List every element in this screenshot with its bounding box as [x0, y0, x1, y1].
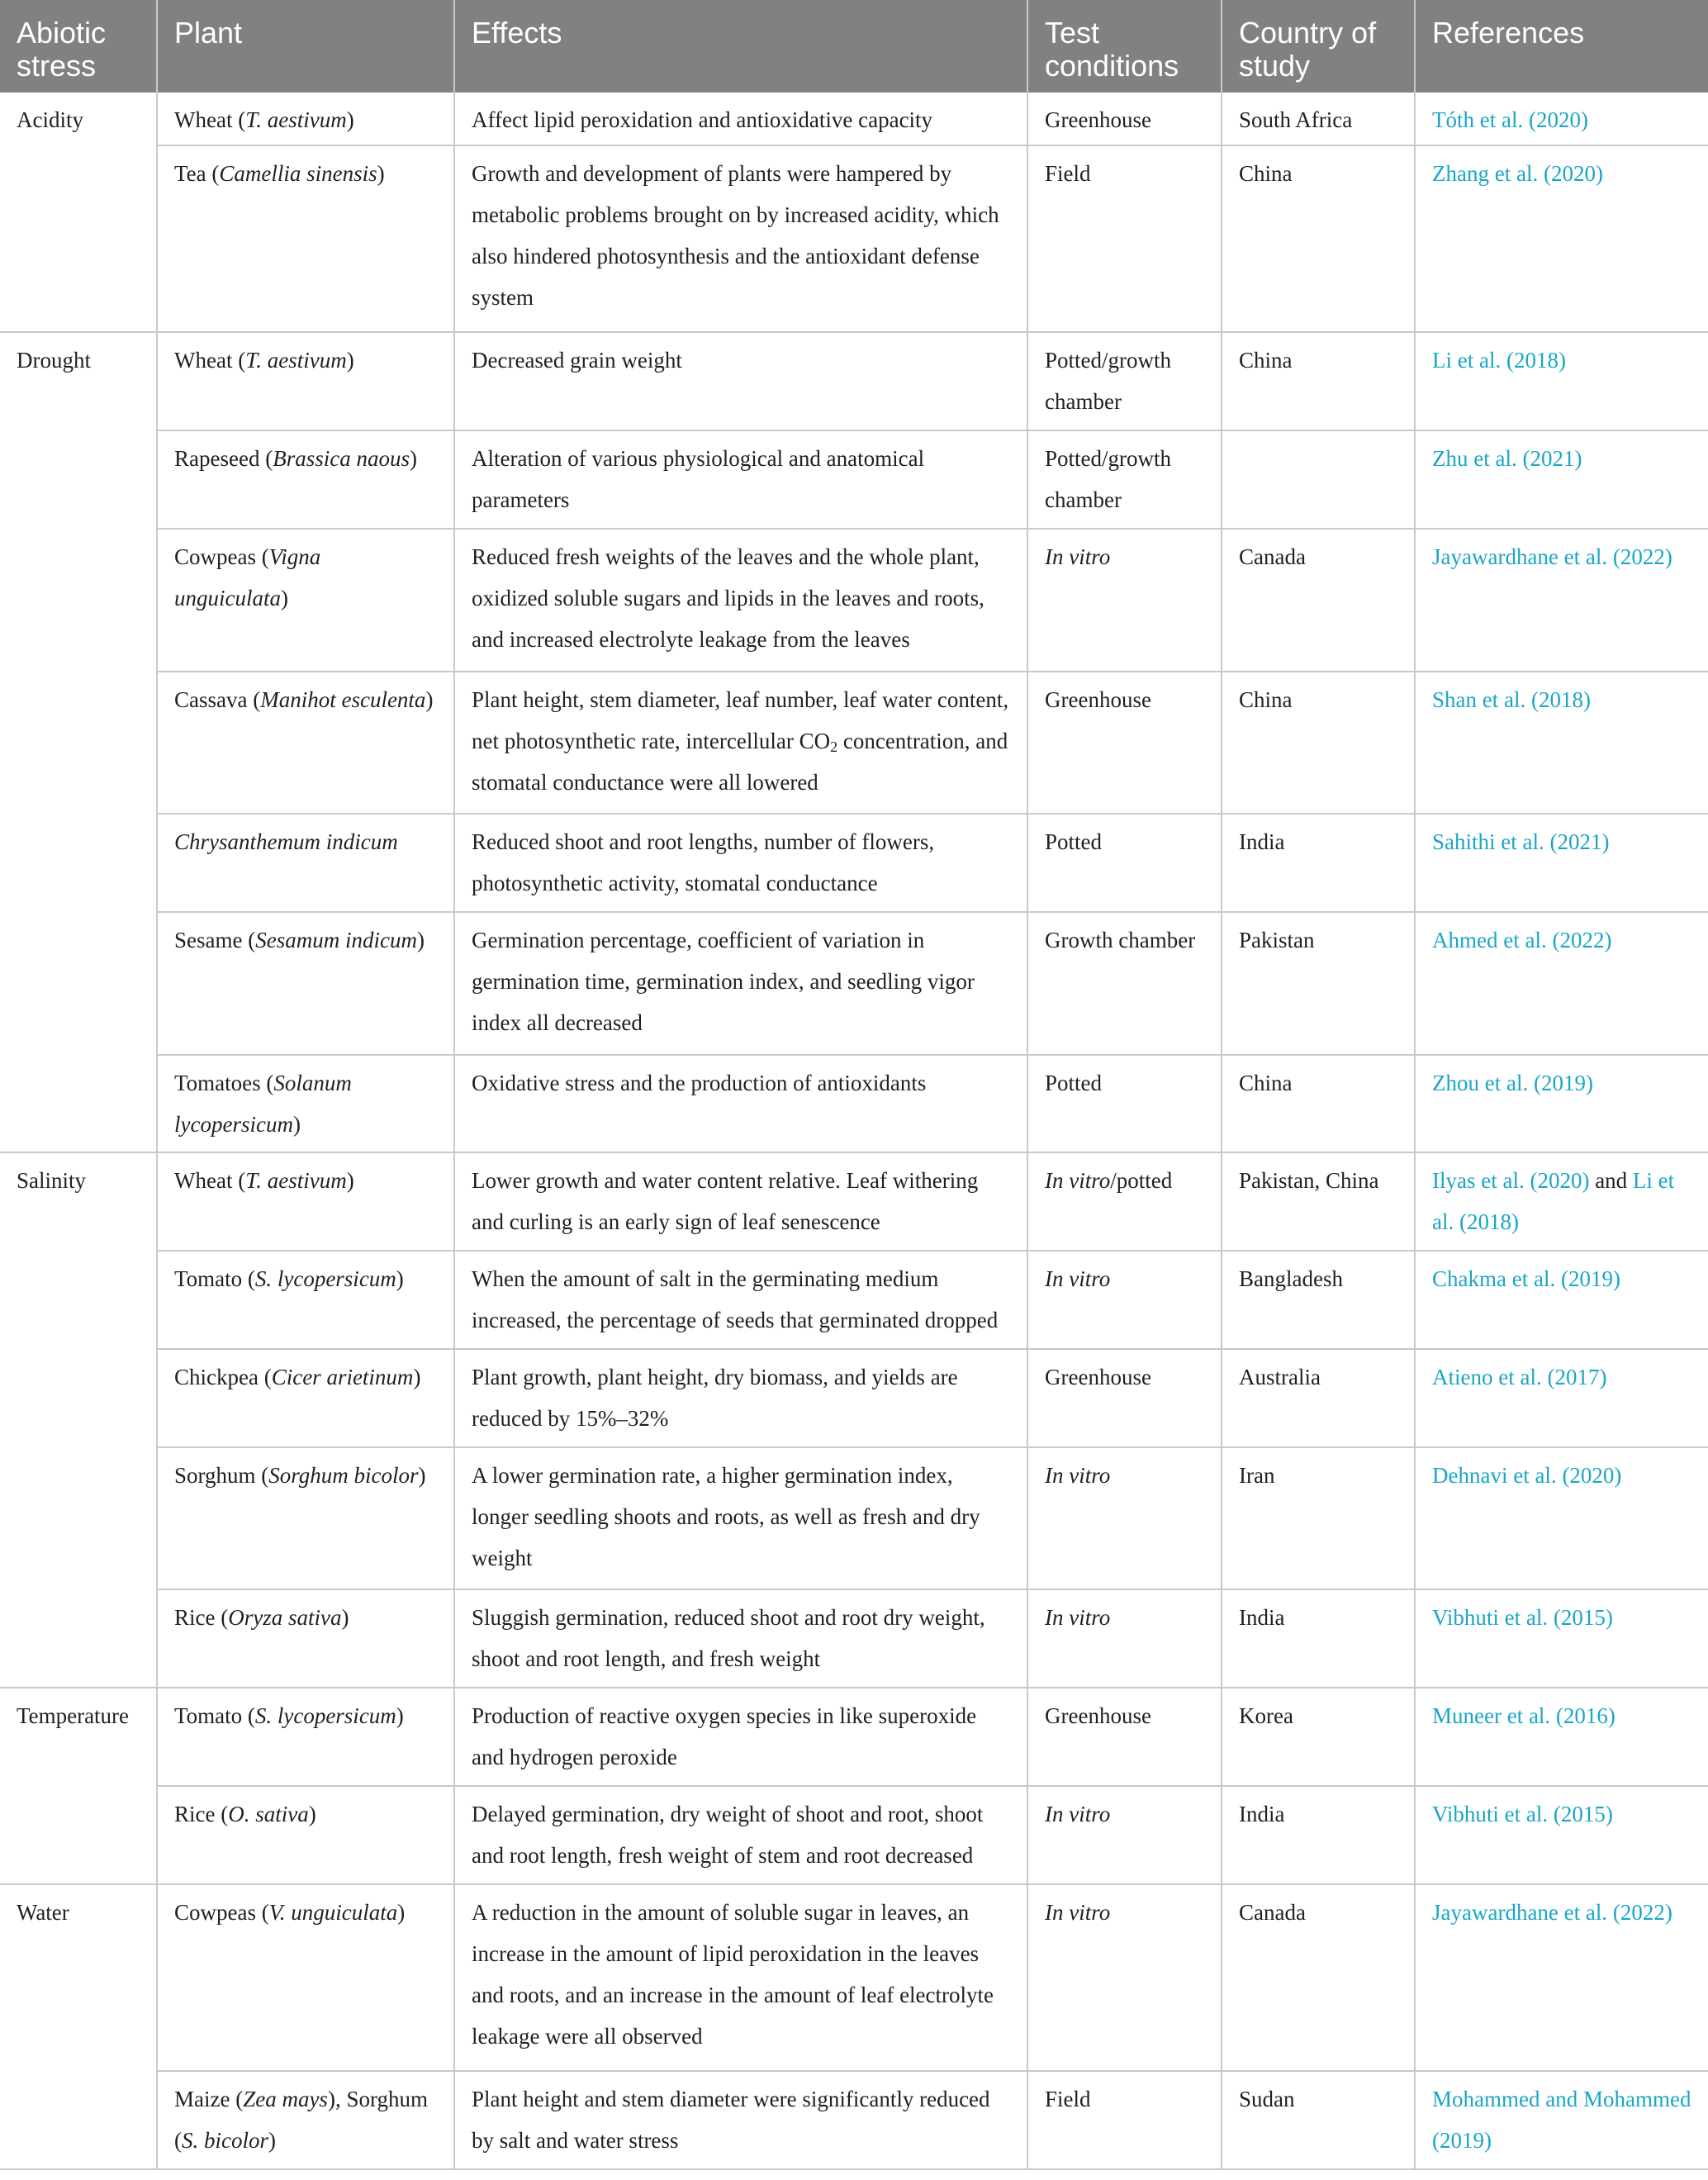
text-run: Reduced shoot and root lengths, number of flowers, photosynthetic activity, stomatal conductance	[472, 829, 935, 896]
italic-text: S. lycopersicum	[254, 1266, 396, 1292]
cell-abiotic-stress: Water	[0, 1884, 157, 2170]
text-run: )	[396, 1266, 404, 1292]
cell-effects	[454, 529, 1027, 672]
cell-plant	[157, 1589, 454, 1688]
cell-references	[1415, 1786, 1708, 1884]
cell-country	[1222, 430, 1415, 529]
cell-plant	[157, 1349, 454, 1447]
table-row	[0, 1152, 1708, 1251]
cell-effects	[454, 93, 1027, 145]
reference-link[interactable]: Dehnavi et al. (2020)	[1432, 1462, 1622, 1488]
table-row	[0, 912, 1708, 1055]
table-row	[0, 1589, 1708, 1688]
cell-references	[1415, 145, 1708, 333]
text-run: )	[409, 446, 417, 472]
cell-test-conditions	[1027, 332, 1222, 430]
cell-plant	[157, 2071, 454, 2169]
table-row	[0, 1884, 1708, 2072]
text-run: ), Sorghum (	[174, 2087, 428, 2154]
cell-references	[1415, 1589, 1708, 1688]
italic-text: T. aestivum	[245, 107, 347, 132]
text-run: )	[281, 585, 288, 610]
reference-link[interactable]: Sahithi et al. (2021)	[1432, 829, 1610, 855]
cell-country: Canada	[1222, 1884, 1415, 2072]
cell-plant	[157, 1251, 454, 1349]
cell-references	[1415, 2071, 1708, 2169]
text-run: )	[425, 686, 434, 712]
table-row	[0, 1447, 1708, 1590]
header-plant: Plant	[157, 0, 454, 93]
text-run: )	[346, 348, 354, 373]
cell-references	[1415, 1152, 1708, 1251]
reference-link[interactable]: Jayawardhane et al. (2022)	[1432, 544, 1672, 569]
text-run: Sorghum (	[174, 1462, 269, 1488]
text-run: Delayed germination, dry weight of shoot and root, shoot and root length, fresh weight of stem and root decreased	[472, 1801, 984, 1868]
text-run: Rice (	[174, 1801, 229, 1826]
cell-references	[1415, 332, 1708, 430]
text-run: Cowpeas (	[174, 544, 269, 569]
cell-country: China	[1222, 1055, 1415, 1153]
italic-text: T. aestivum	[245, 348, 347, 373]
italic-text: Chrysanthemum indicum	[174, 829, 398, 855]
text-run: Tomato (	[174, 1266, 255, 1292]
cell-effects	[454, 145, 1027, 333]
cell-references	[1415, 1349, 1708, 1447]
cell-plant	[157, 430, 454, 529]
text-run: Plant growth, plant height, dry biomass, and yields are reduced by 15%–32%	[472, 1364, 958, 1431]
italic-text: In vitro	[1045, 1801, 1111, 1826]
text-run: Greenhouse	[1045, 1364, 1151, 1389]
table-row	[0, 672, 1708, 815]
cell-country: China	[1222, 332, 1415, 430]
text-run: Affect lipid peroxidation and antioxidative capacity	[472, 107, 933, 132]
cell-country: Korea	[1222, 1688, 1415, 1786]
text-run: When the amount of salt in the germinating medium increased, the percentage of seeds that germinated dropped	[472, 1266, 999, 1333]
table-row	[0, 814, 1708, 912]
text-run: Cassava (	[174, 686, 261, 712]
italic-text: In vitro	[1045, 1605, 1111, 1631]
reference-link[interactable]: Zhou et al. (2019)	[1432, 1070, 1593, 1095]
italic-text: Brassica naous	[273, 446, 410, 472]
italic-text: In vitro	[1045, 1462, 1111, 1488]
italic-text: Camellia sinensis	[219, 160, 377, 186]
cell-country: Pakistan	[1222, 912, 1415, 1055]
text-run: )	[397, 1899, 406, 1925]
cell-test-conditions	[1027, 1447, 1222, 1590]
table-row	[0, 93, 1708, 145]
text-run: Growth and development of plants were hampered by metabolic problems brought on by increased acidity, which also hindered photosynthesis and the antioxidant defense system	[472, 160, 999, 310]
cell-plant	[157, 145, 454, 333]
header-country-of-study: Country of study	[1222, 0, 1415, 93]
cell-plant	[157, 332, 454, 430]
reference-link[interactable]: Atieno et al. (2017)	[1432, 1364, 1607, 1389]
cell-test-conditions	[1027, 1589, 1222, 1688]
text-run: Field	[1045, 160, 1091, 186]
italic-text: S. bicolor	[182, 2128, 268, 2154]
text-run: )	[346, 1168, 354, 1194]
text-run: Plant height and stem diameter were significantly reduced by salt and water stress	[472, 2087, 990, 2154]
text-run: )	[416, 927, 425, 952]
cell-country: Sudan	[1222, 2071, 1415, 2169]
cell-plant	[157, 672, 454, 815]
text-run: Tomato (	[174, 1703, 255, 1729]
cell-references	[1415, 814, 1708, 912]
reference-link[interactable]: Tóth et al. (2020)	[1432, 107, 1588, 132]
table-row	[0, 1688, 1708, 1786]
text-run: Potted/growth chamber	[1045, 348, 1171, 415]
cell-references	[1415, 1447, 1708, 1590]
cell-effects	[454, 430, 1027, 529]
italic-text: Cicer arietinum	[271, 1364, 414, 1389]
text-run: Lower growth and water content relative. Leaf withering and curling is an early sign of leaf senescence	[472, 1168, 979, 1235]
cell-effects	[454, 1152, 1027, 1251]
cell-country: China	[1222, 145, 1415, 333]
text-run: )	[413, 1364, 421, 1389]
cell-effects	[454, 332, 1027, 430]
text-run: )	[396, 1703, 404, 1729]
cell-country: Iran	[1222, 1447, 1415, 1590]
table-row	[0, 145, 1708, 333]
text-run: Field	[1045, 2087, 1091, 2112]
cell-references	[1415, 1055, 1708, 1153]
cell-country: Canada	[1222, 529, 1415, 672]
reference-link[interactable]: Ilyas et al. (2020)	[1432, 1168, 1590, 1194]
text-run: Sluggish germination, reduced shoot and root dry weight, shoot and root length, and fresh weight	[472, 1605, 985, 1672]
table-body	[0, 93, 1708, 2169]
table-row	[0, 2071, 1708, 2169]
italic-text: In vitro	[1045, 544, 1111, 569]
reference-link[interactable]: Vibhuti et al. (2015)	[1432, 1605, 1613, 1631]
cell-country: India	[1222, 1589, 1415, 1688]
text-run: )	[292, 1111, 301, 1137]
cell-plant	[157, 529, 454, 672]
cell-plant	[157, 814, 454, 912]
cell-test-conditions	[1027, 1786, 1222, 1884]
cell-plant	[157, 1447, 454, 1590]
cell-country: India	[1222, 814, 1415, 912]
text-run: Wheat (	[174, 1168, 246, 1194]
reference-link[interactable]: Ahmed et al. (2022)	[1432, 927, 1612, 952]
text-run: Maize (	[174, 2087, 244, 2112]
cell-country: Bangladesh	[1222, 1251, 1415, 1349]
text-run: Decreased grain weight	[472, 348, 682, 373]
reference-link[interactable]: Jayawardhane et al. (2022)	[1432, 1899, 1672, 1925]
cell-abiotic-stress: Drought	[0, 332, 157, 1152]
text-run: Wheat (	[174, 348, 246, 373]
cell-references	[1415, 1688, 1708, 1786]
table-row	[0, 430, 1708, 529]
cell-references	[1415, 430, 1708, 529]
cell-test-conditions	[1027, 912, 1222, 1055]
italic-text: In vitro	[1045, 1266, 1111, 1292]
text-run: Cowpeas (	[174, 1899, 269, 1925]
table-row	[0, 1786, 1708, 1884]
cell-test-conditions	[1027, 1884, 1222, 2072]
text-run: Potted	[1045, 1070, 1103, 1095]
italic-text: O. sativa	[228, 1801, 309, 1826]
text-run: Potted	[1045, 829, 1103, 855]
cell-effects	[454, 1884, 1027, 2072]
cell-test-conditions	[1027, 529, 1222, 672]
text-run: Tomatoes (	[174, 1070, 274, 1095]
reference-link[interactable]: Vibhuti et al. (2015)	[1432, 1801, 1613, 1826]
cell-country: India	[1222, 1786, 1415, 1884]
text-run: Oxidative stress and the production of antioxidants	[472, 1070, 927, 1095]
table-row	[0, 1055, 1708, 1153]
italic-text: Solanum lycopersicum	[174, 1070, 352, 1137]
reference-link[interactable]: Shan et al. (2018)	[1432, 686, 1591, 712]
reference-link[interactable]: Mohammed and Mohammed (2019)	[1432, 2087, 1691, 2154]
cell-references	[1415, 672, 1708, 815]
cell-references	[1415, 1884, 1708, 2072]
cell-effects	[454, 1786, 1027, 1884]
reference-link[interactable]: Muneer et al. (2016)	[1432, 1703, 1615, 1729]
text-run: Greenhouse	[1045, 1703, 1151, 1729]
text-run: Greenhouse	[1045, 686, 1151, 712]
cell-country: Pakistan, China	[1222, 1152, 1415, 1251]
text-run: Sesame (	[174, 927, 256, 952]
text-run: )	[346, 107, 354, 132]
table-row	[0, 529, 1708, 672]
cell-test-conditions	[1027, 1055, 1222, 1153]
cell-references	[1415, 529, 1708, 672]
italic-text: Zea mays	[243, 2087, 328, 2112]
text-run: Plant height, stem diameter, leaf number, leaf water content, net photosynthetic rate, intercellular CO	[472, 686, 1009, 753]
text-run: Potted/growth chamber	[1045, 446, 1171, 513]
text-run: and	[1589, 1168, 1633, 1194]
text-run: Reduced fresh weights of the leaves and the whole plant, oxidized soluble sugars and lipids in the leaves and roots, and increased electrolyte leakage from the leaves	[472, 544, 984, 652]
text-run: Greenhouse	[1045, 107, 1151, 132]
reference-link[interactable]: Li et al. (2018)	[1432, 1168, 1675, 1235]
cell-references	[1415, 912, 1708, 1055]
cell-country: China	[1222, 672, 1415, 815]
cell-test-conditions	[1027, 2071, 1222, 2169]
reference-link[interactable]: Li et al. (2018)	[1432, 348, 1566, 373]
italic-text: Oryza sativa	[228, 1605, 342, 1631]
cell-plant	[157, 1884, 454, 2072]
text-run: Chickpea (	[174, 1364, 272, 1389]
italic-text: V. unguiculata	[268, 1899, 398, 1925]
cell-test-conditions	[1027, 1251, 1222, 1349]
cell-effects	[454, 1688, 1027, 1786]
italic-text: In vitro	[1045, 1168, 1111, 1194]
text-run: /potted	[1110, 1168, 1173, 1194]
cell-test-conditions	[1027, 1688, 1222, 1786]
header-effects: Effects	[454, 0, 1027, 93]
cell-effects	[454, 814, 1027, 912]
italic-text: Vigna unguiculata	[174, 544, 321, 610]
cell-effects	[454, 1055, 1027, 1153]
header-test-conditions: Test conditions	[1027, 0, 1222, 93]
text-run: Alteration of various physiological and anatomical parameters	[472, 446, 925, 513]
text-run: )	[268, 2128, 276, 2154]
cell-plant	[157, 1152, 454, 1251]
text-run: )	[341, 1605, 349, 1631]
reference-link[interactable]: Zhu et al. (2021)	[1432, 446, 1582, 472]
cell-abiotic-stress: Acidity	[0, 93, 157, 332]
table-row	[0, 1251, 1708, 1349]
text-run: Growth chamber	[1045, 927, 1196, 952]
subscript: 2	[830, 738, 838, 755]
cell-plant	[157, 1688, 454, 1786]
text-run: A lower germination rate, a higher germination index, longer seedling shoots and roots, as well as fresh and dry weight	[472, 1462, 980, 1570]
cell-effects	[454, 1447, 1027, 1590]
text-run: )	[377, 160, 385, 186]
italic-text: Sorghum bicolor	[268, 1462, 419, 1488]
header-abiotic-stress: Abiotic stress	[0, 0, 157, 93]
table-row	[0, 332, 1708, 430]
cell-effects	[454, 1349, 1027, 1447]
table-row	[0, 1349, 1708, 1447]
cell-test-conditions	[1027, 672, 1222, 815]
cell-test-conditions	[1027, 93, 1222, 145]
text-run: Tea (	[174, 160, 220, 186]
italic-text: Manihot esculenta	[260, 686, 426, 712]
cell-test-conditions	[1027, 1152, 1222, 1251]
text-run: Germination percentage, coefficient of variation in germination time, germination index, and seedling vigor index all decreased	[472, 927, 975, 1035]
cell-effects	[454, 912, 1027, 1055]
cell-effects	[454, 1589, 1027, 1688]
cell-test-conditions	[1027, 430, 1222, 529]
cell-plant	[157, 912, 454, 1055]
cell-plant	[157, 1055, 454, 1153]
cell-test-conditions	[1027, 814, 1222, 912]
cell-effects	[454, 672, 1027, 815]
italic-text: In vitro	[1045, 1899, 1111, 1925]
text-run: A reduction in the amount of soluble sugar in leaves, an increase in the amount of lipid peroxidation in the leaves and roots, and an increase in the amount of leaf electrolyte leakage were all observed	[472, 1899, 994, 2049]
text-run: Rice (	[174, 1605, 229, 1631]
text-run: Wheat (	[174, 107, 246, 132]
cell-abiotic-stress: Temperature	[0, 1688, 157, 1883]
cell-test-conditions	[1027, 145, 1222, 333]
text-run: Rapeseed (	[174, 446, 273, 472]
reference-link[interactable]: Chakma et al. (2019)	[1432, 1266, 1620, 1292]
text-run: )	[418, 1462, 426, 1488]
cell-references	[1415, 93, 1708, 145]
cell-references	[1415, 1251, 1708, 1349]
cell-country: South Africa	[1222, 93, 1415, 145]
cell-country: Australia	[1222, 1349, 1415, 1447]
cell-plant	[157, 1786, 454, 1884]
table-header	[0, 0, 1708, 93]
header-references: References	[1415, 0, 1708, 93]
text-run: concentration, and stomatal conductance were all lowered	[472, 728, 1008, 795]
italic-text: T. aestivum	[245, 1168, 347, 1194]
cell-test-conditions	[1027, 1349, 1222, 1447]
italic-text: S. lycopersicum	[254, 1703, 396, 1729]
cell-abiotic-stress: Salinity	[0, 1152, 157, 1688]
cell-effects	[454, 1251, 1027, 1349]
cell-effects	[454, 2071, 1027, 2169]
italic-text: Sesamum indicum	[255, 927, 417, 952]
text-run: Production of reactive oxygen species in like superoxide and hydrogen peroxide	[472, 1703, 977, 1770]
cell-plant	[157, 93, 454, 145]
text-run: )	[308, 1801, 316, 1826]
header-row	[0, 0, 1708, 93]
reference-link[interactable]: Zhang et al. (2020)	[1432, 160, 1603, 186]
